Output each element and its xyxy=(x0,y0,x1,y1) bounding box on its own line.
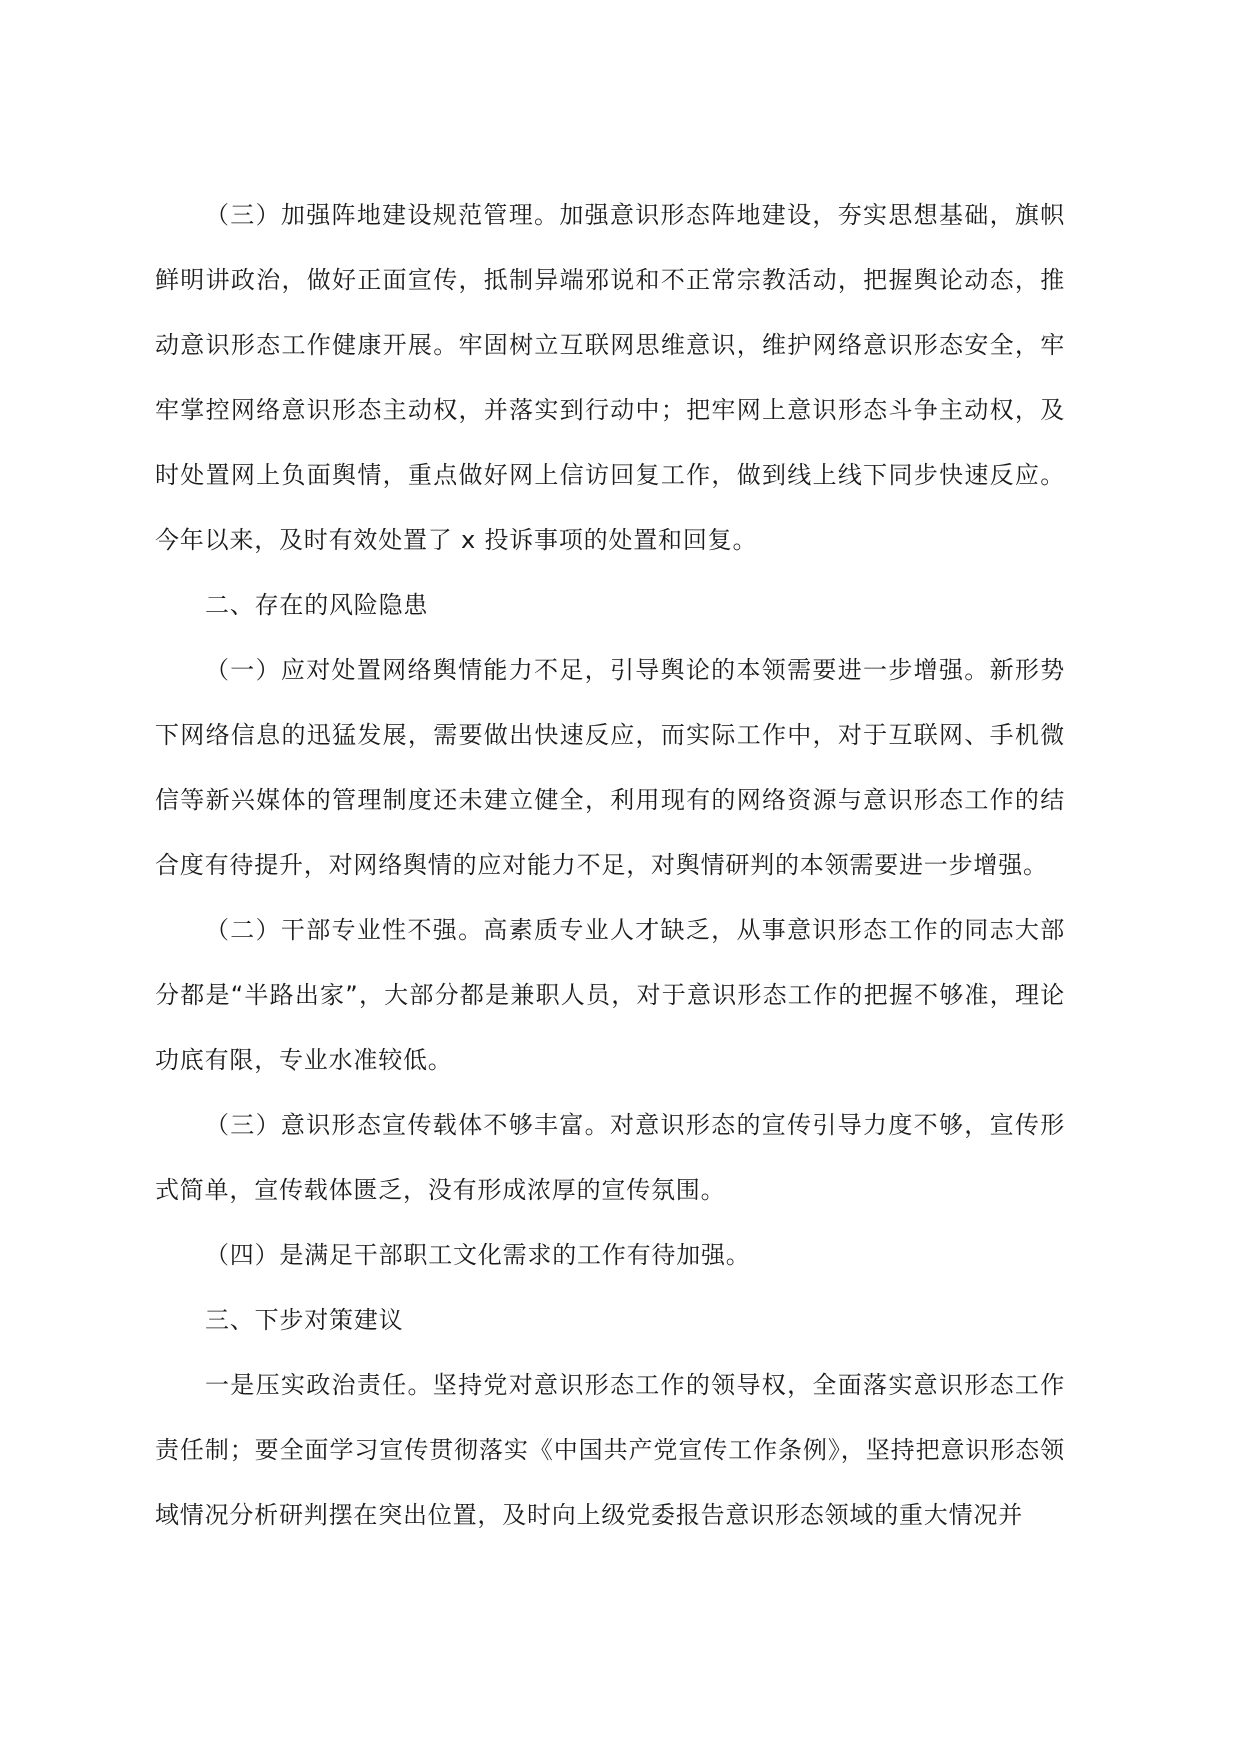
section-heading-next-steps: 三、下步对策建议 xyxy=(205,1306,404,1334)
paragraph-political-responsibility: 一是压实政治责任。坚持党对意识形态工作的领导权，全面落实意识形态工作责任制；要全面学习宣传贯彻落实《中国共产党宣传工作条例》，坚持把意识形态领域情况分析研判摆在突出位置，及时向上级党委报告意识形态领域的重大情况并 xyxy=(155,1371,1065,1529)
paragraph-online-opinion: （一）应对处置网络舆情能力不足，引导舆论的本领需要进一步增强。新形势下网络信息的迅猛发展，需要做出快速反应，而实际工作中，对于互联网、手机微信等新兴媒体的管理制度还未建立健全，利用现有的网络资源与意识形态工作的结合度有待提升，对网络舆情的应对能力不足，对舆情研判的本领需要进一步增强。 xyxy=(155,656,1065,879)
paragraph-cadre-expertise: （二）干部专业性不强。高素质专业人才缺乏，从事意识形态工作的同志大部分都是“半路出家”，大部分都是兼职人员，对于意识形态工作的把握不够准，理论功底有限，专业水准较低。 xyxy=(155,916,1065,1074)
paragraph-publicity-carriers: （三）意识形态宣传载体不够丰富。对意识形态的宣传引导力度不够，宣传形式简单，宣传载体匮乏，没有形成浓厚的宣传氛围。 xyxy=(155,1111,1065,1204)
paragraph-position-management: （三）加强阵地建设规范管理。加强意识形态阵地建设，夯实思想基础，旗帜鲜明讲政治，做好正面宣传，抵制异端邪说和不正常宗教活动，把握舆论动态，推动意识形态工作健康开展。牢固树立互联网思维意识，维护网络意识形态安全，牢牢掌控网络意识形态主动权，并落实到行动中；把牢网上意识形态斗争主动权，及时处置网上负面舆情，重点做好网上信访回复工作，做到线上线下同步快速反应。今年以来，及时有效处置了 x 投诉事项的处置和回复。 xyxy=(155,201,1065,554)
section-heading-risks: 二、存在的风险隐患 xyxy=(205,591,429,619)
document-body xyxy=(155,183,1065,1548)
paragraph-cultural-needs: （四）是满足干部职工文化需求的工作有待加强。 xyxy=(205,1241,751,1269)
